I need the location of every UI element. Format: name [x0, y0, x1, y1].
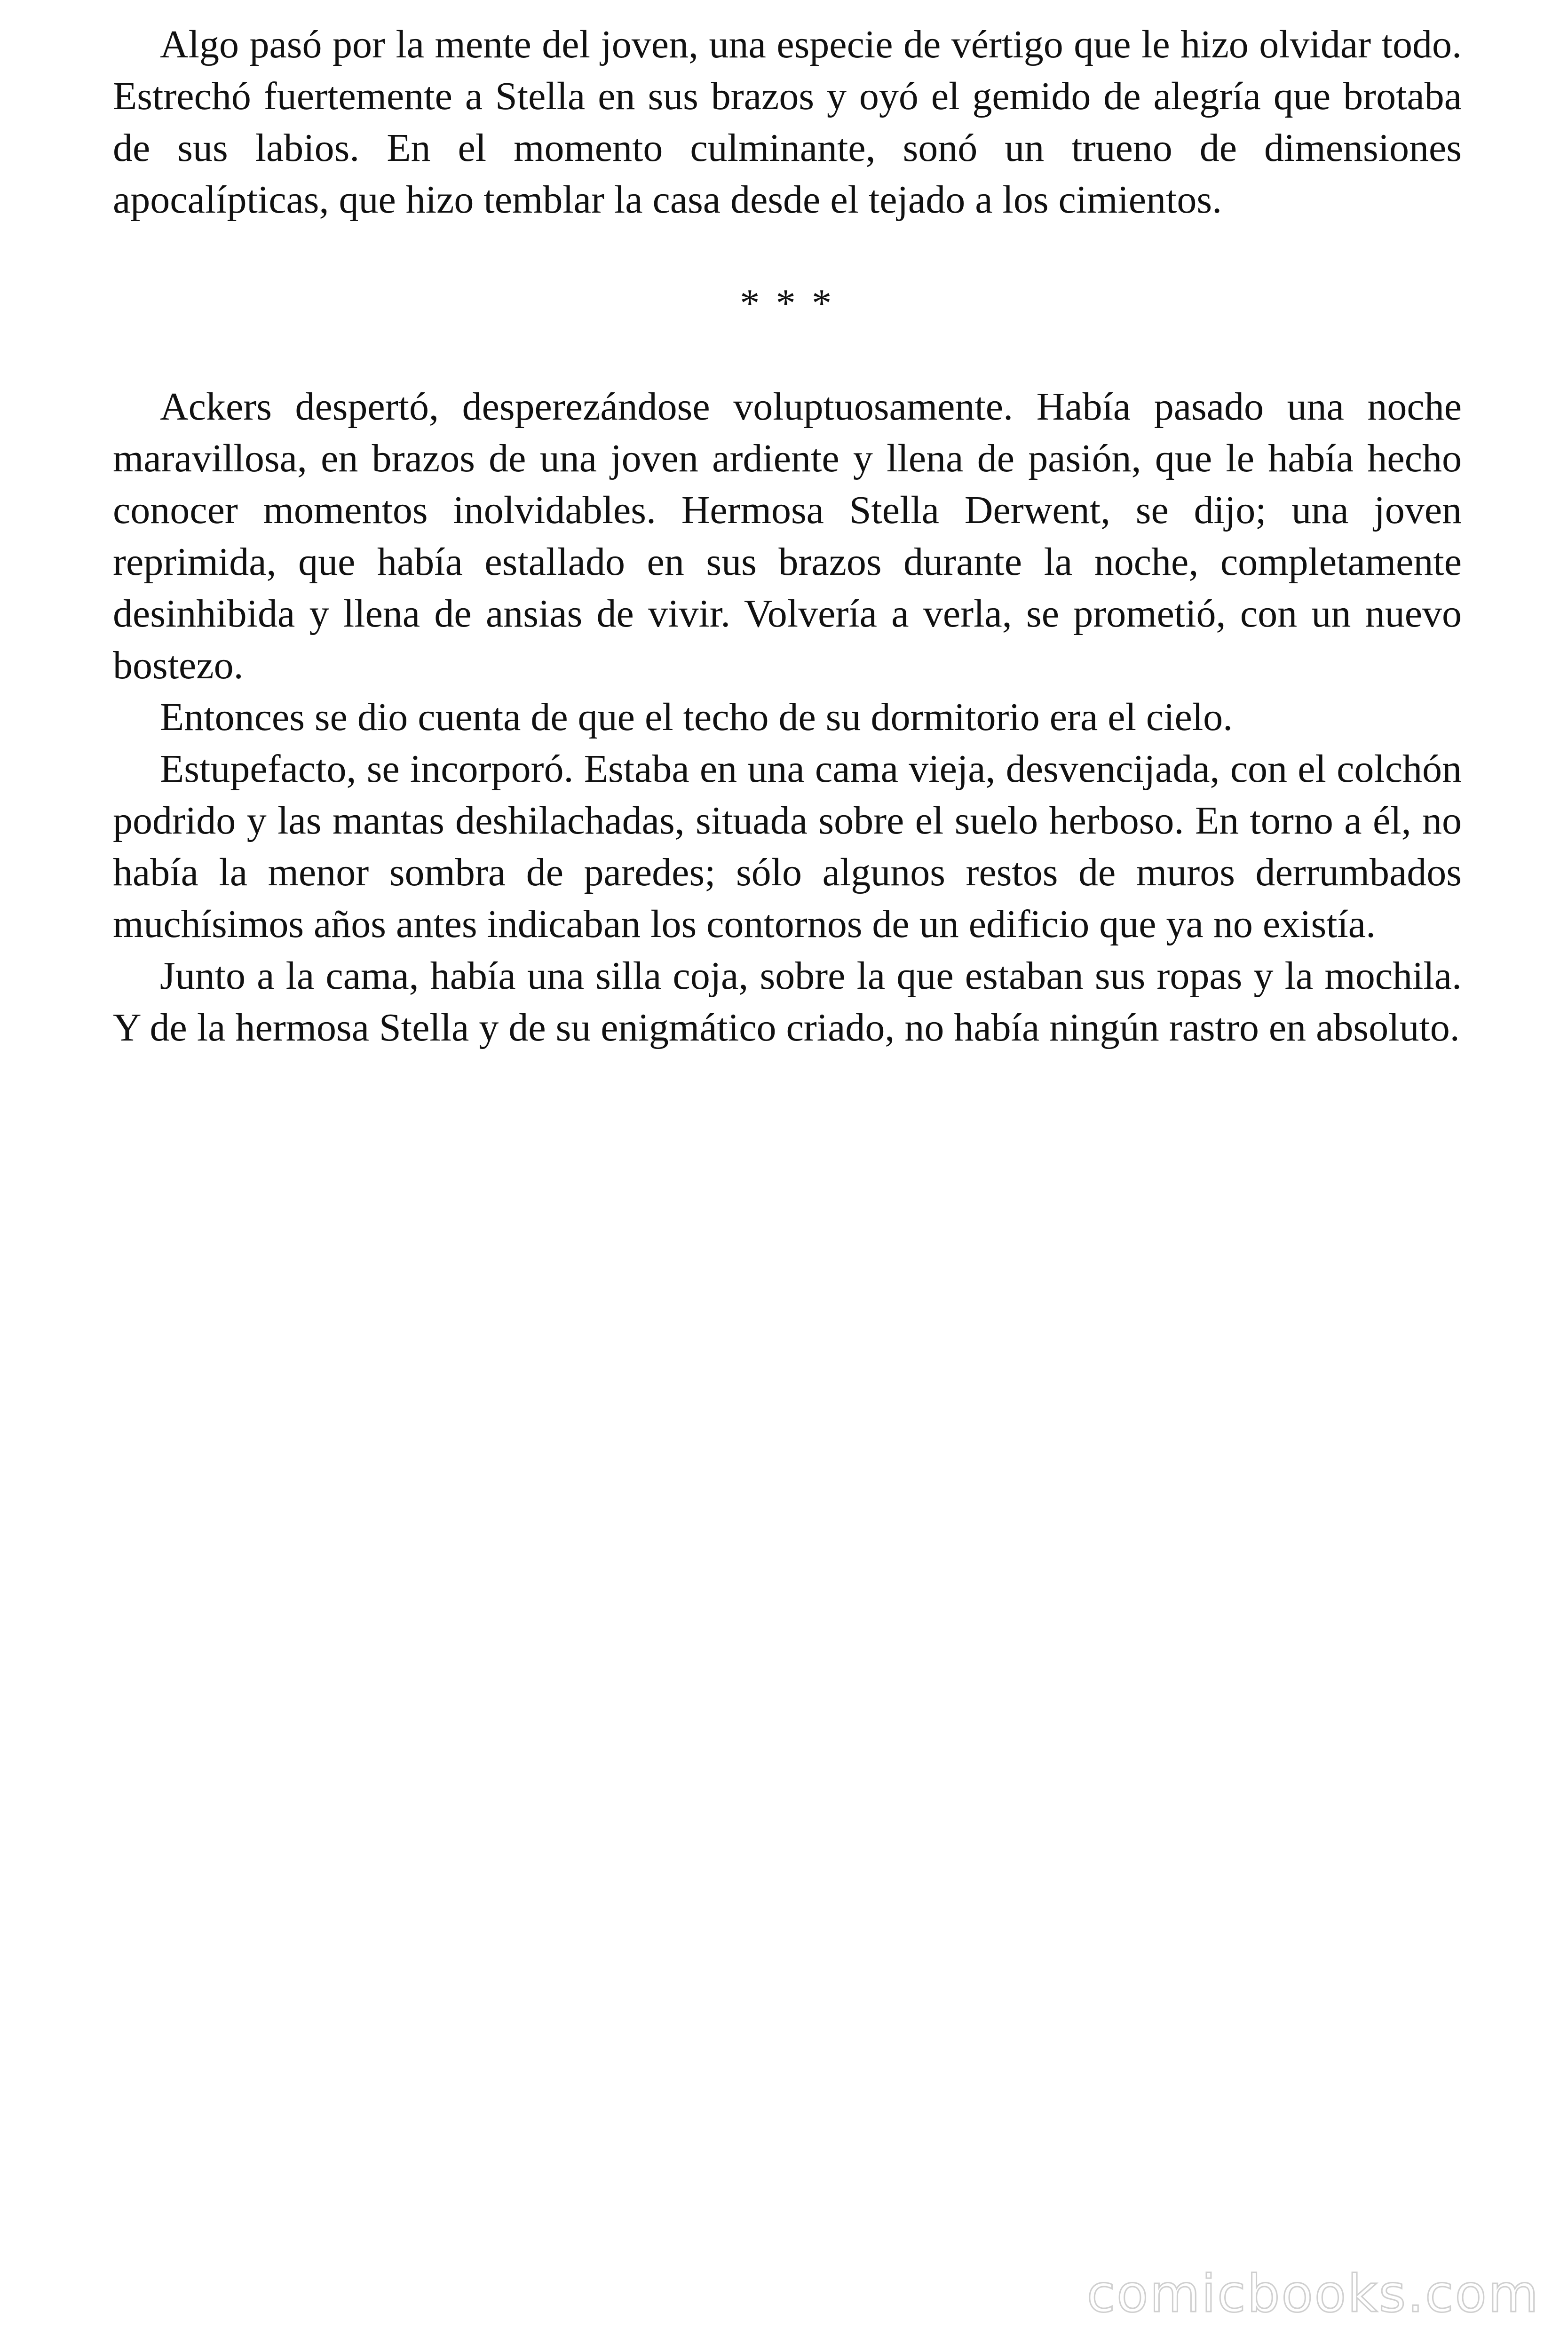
scene-break-asterisks: * * * — [740, 281, 835, 325]
paragraph-ruins: Estupefacto, se incorporó. Estaba en una cama vieja, desvencijada, con el colchón podrido y las mantas deshilachadas, situada sobre el suelo herboso. En torno a él, no había la menor sombra de paredes; sólo algunos restos de muros derrumbados muchísimos años antes indicaban los contornos de un edificio que ya no existía. — [113, 747, 1462, 946]
paragraph-sky-ceiling: Entonces se dio cuenta de que el techo de su dormitorio era el cielo. — [160, 695, 1233, 739]
paragraph-awakening: Ackers despertó, desperezándose voluptuosamente. Había pasado una noche maravillosa, en brazos de una joven ardiente y llena de pasión, que le había hecho conocer momentos inolvidables. Hermosa Stella Derwent, se dijo; una joven reprimida, que había estallado en sus brazos durante la noche, completamente desinhibida y llena de ansias de vivir. Volvería a verla, se prometió, con un nuevo bostezo. — [113, 385, 1462, 687]
page-body — [113, 19, 1462, 1054]
paragraph-opening: Algo pasó por la mente del joven, una especie de vértigo que le hizo olvidar todo. Estrechó fuertemente a Stella en sus brazos y oyó el gemido de alegría que brotaba de sus labios. En el momento culminante, sonó un trueno de dimensiones apocalípticas, que hizo temblar la casa desde el tejado a los cimientos. — [113, 23, 1462, 222]
watermark-logo: comicbooks.com — [1086, 2264, 1540, 2324]
paragraph-chair: Junto a la cama, había una silla coja, sobre la que estaban sus ropas y la mochila. Y de la hermosa Stella y de su enigmático criado, no había ningún rastro en absoluto. — [113, 954, 1462, 1049]
